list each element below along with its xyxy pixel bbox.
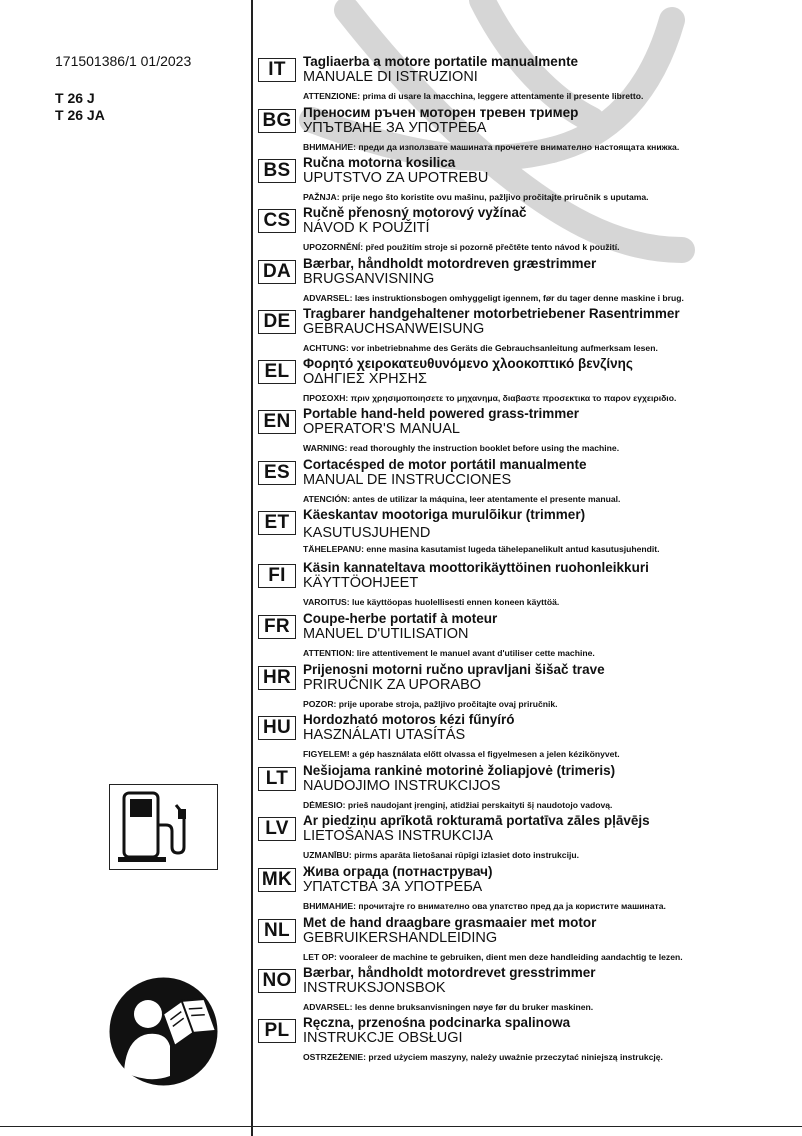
language-entry-fr (258, 613, 778, 664)
warning-text: ΠΡΟΣΟΧΗ: πριν χρησιμοποιησετε το μηχανημα, διαβαστε προσεκτικα το παρον εγχειριδιο. (303, 393, 677, 403)
product-title: Bærbar, håndholdt motordrevet gresstrimmer (303, 965, 596, 980)
product-title: Käsin kannateltava moottorikäyttöinen ruohonleikkuri (303, 560, 649, 575)
language-entry-nl (258, 917, 778, 968)
language-code: HU (258, 716, 296, 740)
model-name: T 26 JA (55, 107, 105, 123)
language-entry-hr (258, 664, 778, 715)
warning-text: ATTENZIONE: prima di usare la macchina, leggere attentamente il presente libretto. (303, 91, 644, 101)
language-code: DA (258, 260, 296, 284)
manual-title: GEBRUIKERSHANDLEIDING (303, 930, 498, 946)
manual-title: NAUDOJIMO INSTRUKCIJOS (303, 778, 501, 794)
product-title: Ručně přenosný motorový vyžínač (303, 205, 527, 220)
warning-text: ADVARSEL: læs instruktionsbogen omhyggeligt igennem, før du tager denne maskine i brug. (303, 293, 684, 303)
manual-title: PRIRUČNIK ZA UPORABO (303, 677, 482, 693)
language-code: EN (258, 410, 296, 434)
warning-text: LET OP: vooraleer de machine te gebruiken, dient men deze handleiding aandachtig te lezen. (303, 952, 683, 962)
language-code: BS (258, 159, 296, 183)
warning-text: WARNING: read thoroughly the instruction booklet before using the machine. (303, 443, 620, 453)
language-entry-et (258, 509, 778, 560)
language-code: FR (258, 615, 296, 639)
language-entry-hu (258, 714, 778, 765)
column-divider (251, 0, 253, 1136)
language-entry-de (258, 308, 778, 359)
language-entry-cs (258, 207, 778, 258)
language-entry-bs (258, 157, 778, 208)
language-code: DE (258, 310, 296, 334)
product-title: Ręczna, przenośna podcinarka spalinowa (303, 1015, 571, 1030)
manual-title: NÁVOD K POUŽITÍ (303, 220, 430, 236)
manual-title: GEBRAUCHSANWEISUNG (303, 321, 485, 337)
manual-title: MANUALE DI ISTRUZIONI (303, 69, 478, 85)
language-entry-fi (258, 562, 778, 613)
manual-title: УПЪТВАНЕ ЗА УПОТРЕБА (303, 120, 487, 136)
manual-title: KÄYTTÖOHJEET (303, 575, 419, 591)
manual-title: УПАТСТВА ЗА УПОТРЕБА (303, 879, 483, 895)
manual-title: UPUTSTVO ZA UPOTREBU (303, 170, 489, 186)
manual-title: LIETOŠANAS INSTRUKCIJA (303, 828, 493, 844)
language-entry-pl (258, 1017, 778, 1068)
language-entry-lv (258, 815, 778, 866)
product-title: Hordozható motoros kézi fűnyíró (303, 712, 515, 727)
language-entry-bg (258, 107, 778, 158)
language-code: LT (258, 767, 296, 791)
warning-text: PAŽNJA: prije nego što koristite ovu mašinu, pažljivo pročitajte priručnik s uputama. (303, 192, 649, 202)
language-entry-it (258, 56, 778, 107)
manual-title: INSTRUKSJONSBOK (303, 980, 446, 996)
language-code: PL (258, 1019, 296, 1043)
manual-title: KASUTUSJUHEND (303, 525, 431, 541)
warning-text: TÄHELEPANU: enne masina kasutamist lugeda tähelepanelikult antud kasutusjuhendit. (303, 544, 660, 554)
warning-text: UPOZORNĚNÍ: před použitím stroje si pozorně přečtěte tento návod k použití. (303, 242, 620, 252)
language-entry-es (258, 459, 778, 510)
warning-text: FIGYELEM! a gép használata előtt olvassa el figyelmesen a jelen kézikönyvet. (303, 749, 620, 759)
language-code: NO (258, 969, 296, 993)
bottom-rule (0, 1126, 802, 1127)
document-code: 171501386/1 01/2023 (55, 53, 192, 69)
product-title: Portable hand-held powered grass-trimmer (303, 406, 580, 421)
product-title: Nešiojama rankinė motorinė žoliapjovė (trimeris) (303, 763, 616, 778)
model-name: T 26 J (55, 90, 95, 106)
product-title: Coupe-herbe portatif à moteur (303, 611, 498, 626)
manual-title: BRUGSANVISNING (303, 271, 435, 287)
warning-text: POZOR: prije uporabe stroja, pažljivo pročitajte ovaj priručnik. (303, 699, 558, 709)
manual-title: OPERATOR'S MANUAL (303, 421, 460, 437)
product-title: Ručna motorna kosilica (303, 155, 456, 170)
language-entry-lt (258, 765, 778, 816)
warning-text: OSTRZEŻENIE: przed użyciem maszyny, należy uważnie przeczytać niniejszą instrukcję. (303, 1052, 663, 1062)
language-code: BG (258, 109, 296, 133)
warning-text: VAROITUS: lue käyttöopas huolellisesti ennen koneen käyttöä. (303, 597, 560, 607)
fuel-pump-icon (110, 785, 216, 868)
language-entry-da (258, 258, 778, 309)
warning-text: ATENCIÓN: antes de utilizar la máquina, leer atentamente el presente manual. (303, 494, 621, 504)
language-code: NL (258, 919, 296, 943)
warning-text: ACHTUNG: vor inbetriebnahme des Geräts die Gebrauchsanleitung aufmerksam lesen. (303, 343, 658, 353)
product-title: Cortacésped de motor portátil manualmente (303, 457, 587, 472)
product-title: Преносим ръчен моторен тревен тример (303, 105, 579, 120)
language-code: EL (258, 360, 296, 384)
manual-title: MANUAL DE INSTRUCCIONES (303, 472, 512, 488)
language-code: ET (258, 511, 296, 535)
warning-text: UZMANĪBU: pirms aparāta lietošanai rūpīgi izlasiet doto instrukciju. (303, 850, 579, 860)
language-code: IT (258, 58, 296, 82)
manual-title: INSTRUKCJE OBSŁUGI (303, 1030, 463, 1046)
read-manual-icon (108, 976, 219, 1087)
language-code: CS (258, 209, 296, 233)
product-title: Φορητό χειροκατευθυνόμενο χλοοκοπτικό βενζίνης (303, 356, 633, 371)
product-title: Tragbarer handgehaltener motorbetriebener Rasentrimmer (303, 306, 680, 321)
product-title: Met de hand draagbare grasmaaier met motor (303, 915, 597, 930)
product-title: Ar piedziņu aprīkotā rokturamā portatīva zāles pļāvējs (303, 813, 650, 828)
manual-title: HASZNÁLATI UTASÍTÁS (303, 727, 466, 743)
language-entry-no (258, 967, 778, 1018)
warning-text: DĖMESIO: prieš naudojant įrenginį, atidžiai perskaityti šį naudotojo vadovą. (303, 800, 613, 810)
warning-text: ВНИМАНИЕ: прочитајте го внимателно ова упатство пред да ја користите машината. (303, 901, 666, 911)
manual-title: MANUEL D'UTILISATION (303, 626, 469, 642)
language-code: LV (258, 817, 296, 841)
warning-text: ATTENTION: lire attentivement le manuel avant d'utiliser cette machine. (303, 648, 595, 658)
product-title: Жива ограда (потнаструвач) (303, 864, 493, 879)
language-entry-mk (258, 866, 778, 917)
product-title: Käeskantav mootoriga murulõikur (trimmer) (303, 507, 586, 522)
language-code: MK (258, 868, 296, 892)
language-entry-el (258, 358, 778, 409)
warning-text: ВНИМАНИЕ: преди да използвате машината прочетете внимателно настоящата книжка. (303, 142, 680, 152)
product-title: Prijenosni motorni ručno upravljani šišač trave (303, 662, 605, 677)
warning-text: ADVARSEL: les denne bruksanvisningen nøye før du bruker maskinen. (303, 1002, 594, 1012)
manual-title: ΟΔΗΓΙΕΣ ΧΡΗΣΗΣ (303, 371, 428, 387)
language-code: HR (258, 666, 296, 690)
language-code: ES (258, 461, 296, 485)
fuel-pump-icon-frame (109, 784, 218, 870)
language-entry-en (258, 408, 778, 459)
product-title: Tagliaerba a motore portatile manualmente (303, 54, 579, 69)
language-code: FI (258, 564, 296, 588)
product-title: Bærbar, håndholdt motordreven græstrimmer (303, 256, 597, 271)
